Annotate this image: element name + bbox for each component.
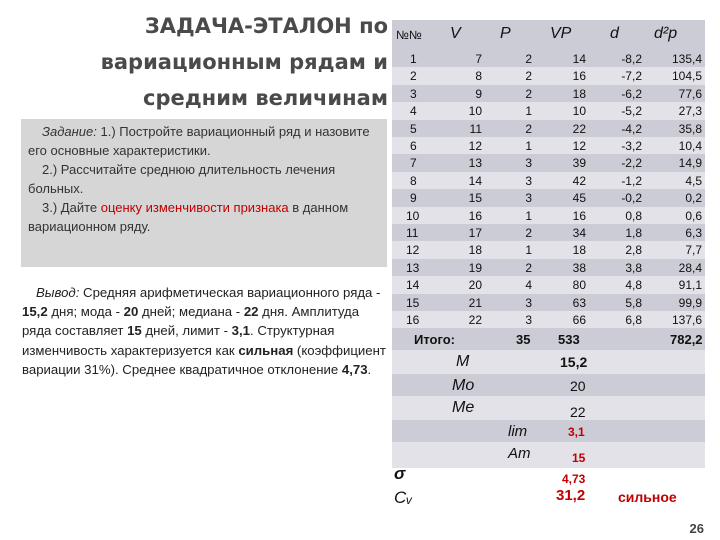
sigma-value: 4,73: [341, 361, 368, 377]
header-v: V: [450, 25, 461, 42]
row-number: 13: [406, 260, 420, 275]
v-value: 12: [468, 139, 482, 153]
vp-value: 16: [572, 69, 586, 84]
mean-row: [392, 350, 705, 374]
d2p-value: 91,1: [678, 278, 702, 293]
vp-value: 38: [572, 260, 586, 275]
row-number: 15: [406, 295, 420, 310]
row-number: 7: [410, 156, 417, 171]
table-row: [392, 276, 705, 294]
v-value: 17: [468, 226, 482, 240]
table-row: [392, 172, 705, 190]
d-value: 3,8: [625, 260, 642, 275]
slide-title: [10, 8, 388, 116]
limit-label: lim: [508, 423, 528, 440]
sigma-label: σ: [394, 464, 406, 483]
conclusion-part: . Структурная изменчивость характеризуется как: [22, 323, 335, 358]
v-value: 10: [468, 104, 482, 119]
table-row: [392, 259, 705, 277]
vp-value: 39: [572, 156, 586, 171]
table-row: [392, 50, 705, 68]
vp-value: 10: [572, 104, 586, 119]
mean-value: 15,2: [22, 304, 48, 320]
median-row: [392, 396, 705, 420]
d2p-value: 135,4: [671, 52, 702, 66]
title-line: ЗАДАЧА-ЭТАЛОН по: [144, 14, 388, 38]
vp-value: 34: [572, 226, 586, 240]
amplitude-value-cell: 15: [572, 451, 586, 465]
v-value: 15: [468, 191, 482, 206]
conclusion-part: дней, лимит -: [141, 323, 232, 339]
task-item-3b: в данном вариационном ряду.: [28, 200, 349, 234]
p-value: 1: [525, 139, 532, 153]
v-value: 21: [468, 295, 482, 310]
mode-value-cell: 20: [570, 378, 586, 394]
d-value: -8,2: [621, 52, 642, 66]
vp-value: 14: [572, 52, 586, 66]
table-row: [392, 311, 705, 329]
header-number: №№: [396, 28, 422, 42]
d2p-value: 6,3: [685, 226, 702, 240]
v-value: 20: [468, 278, 482, 293]
title-line: вариационным рядам и: [100, 50, 388, 74]
mean-value-cell: 15,2: [560, 354, 588, 370]
row-number: 11: [406, 226, 419, 240]
vp-value: 18: [572, 243, 586, 258]
v-value: 19: [468, 260, 482, 275]
median-value: 22: [243, 304, 259, 320]
p-value: 2: [525, 260, 532, 275]
d-value: -0,2: [621, 191, 642, 206]
d2p-value: 4,5: [685, 173, 702, 188]
vp-value: 66: [572, 313, 586, 327]
mode-row: [392, 374, 705, 396]
d-value: -1,2: [621, 173, 642, 188]
vp-value: 12: [572, 139, 586, 153]
v-value: 22: [468, 313, 482, 327]
p-value: 2: [525, 52, 532, 66]
d2p-value: 137,6: [671, 313, 702, 327]
task-item-2: 2.) Рассчитайте среднюю длительность лечения больных.: [28, 162, 336, 196]
v-value: 18: [468, 243, 482, 258]
conclusion-part: дня. Амплитуда ряда составляет: [22, 304, 360, 339]
d-value: -3,2: [621, 139, 642, 153]
task-item-3-highlight: оценку изменчивости признака: [100, 200, 289, 215]
d-value: 5,8: [625, 295, 642, 310]
mode-label: Mo: [452, 377, 475, 394]
table-row: [392, 67, 705, 85]
d2p-value: 0,2: [685, 191, 702, 206]
vp-value: 18: [572, 86, 586, 101]
header-vp: VP: [550, 25, 572, 42]
total-d2p: 782,2: [670, 332, 703, 347]
table-row: [392, 241, 705, 259]
row-number: 1: [410, 52, 417, 66]
row-number: 2: [410, 69, 417, 84]
v-value: 9: [475, 86, 482, 101]
p-value: 2: [525, 69, 532, 84]
v-value: 13: [468, 156, 482, 171]
d2p-value: 99,9: [678, 295, 702, 310]
p-value: 1: [525, 243, 532, 258]
table-header: [392, 20, 705, 50]
d2p-value: 28,4: [678, 260, 702, 275]
d-value: -4,2: [621, 121, 642, 136]
table-row: [392, 294, 705, 312]
table-row: [392, 120, 705, 138]
amplitude-label: Am: [508, 445, 531, 462]
task-item-1: 1.) Постройте вариационный ряд и назовите его основные характеристики.: [28, 124, 370, 158]
p-value: 2: [525, 226, 532, 240]
p-value: 4: [525, 278, 532, 293]
conclusion-text: [22, 283, 388, 379]
d2p-value: 77,6: [678, 86, 702, 101]
row-number: 4: [410, 104, 417, 119]
vp-value: 16: [572, 208, 586, 223]
v-value: 11: [469, 121, 482, 136]
vp-value: 42: [572, 173, 586, 188]
cv-value-cell: 31,2: [556, 487, 586, 504]
task-text: [28, 122, 380, 236]
d2p-value: 14,9: [678, 156, 702, 171]
sigma-value-cell: 4,73: [562, 472, 586, 486]
p-value: 3: [525, 156, 532, 171]
p-value: 2: [525, 121, 532, 136]
d2p-value: 104,5: [671, 69, 702, 84]
limit-value: 3,1: [231, 323, 251, 339]
vp-value: 45: [572, 191, 586, 206]
limit-row: [392, 420, 705, 442]
mode-value: 20: [123, 304, 139, 320]
variability-word: сильная: [238, 342, 294, 358]
header-d: d: [610, 25, 619, 42]
total-label: Итого:: [414, 332, 455, 347]
d-value: -6,2: [621, 86, 642, 101]
header-p: P: [500, 25, 511, 42]
v-value: 16: [468, 208, 482, 223]
vp-value: 80: [572, 278, 586, 293]
row-number: 6: [410, 139, 417, 153]
vp-value: 63: [572, 295, 586, 310]
v-value: 8: [475, 69, 482, 84]
row-number: 12: [406, 243, 420, 258]
task-item-3a: 3.) Дайте: [42, 200, 101, 215]
amplitude-value: 15: [127, 323, 142, 339]
conclusion-part: (коэффициент вариации 31%). Среднее квадратичное отклонение: [22, 342, 386, 377]
table-row: [392, 207, 705, 225]
total-vp: 533: [558, 332, 580, 347]
row-number: 9: [410, 191, 417, 206]
conclusion-part: дня; мода -: [47, 304, 124, 320]
vp-value: 22: [572, 121, 586, 136]
median-value-cell: 22: [570, 404, 586, 420]
conclusion-part: дней; медиана -: [138, 304, 244, 320]
v-value: 14: [468, 173, 482, 188]
table-row: [392, 85, 705, 103]
conclusion-part: .: [367, 361, 372, 377]
d-value: -5,2: [621, 104, 642, 119]
d-value: 1,8: [625, 226, 642, 240]
d2p-value: 0,6: [685, 208, 702, 223]
limit-value-cell: 3,1: [568, 425, 585, 439]
d2p-value: 10,4: [678, 139, 702, 153]
p-value: 2: [525, 86, 532, 101]
median-label: Me: [452, 399, 475, 416]
row-number: 10: [406, 208, 420, 223]
d2p-value: 35,8: [678, 121, 702, 136]
d-value: 6,8: [625, 313, 642, 327]
header-d2p: d²p: [654, 25, 678, 42]
p-value: 3: [525, 295, 532, 310]
table-row: [392, 102, 705, 120]
cv-label: Cᵥ: [394, 488, 413, 507]
d2p-value: 27,3: [678, 104, 702, 119]
d2p-value: 7,7: [685, 243, 702, 258]
d-value: 0,8: [625, 208, 642, 223]
row-number: 5: [410, 121, 417, 136]
table-row: [392, 154, 705, 172]
row-number: 16: [406, 313, 420, 327]
conclusion-part: Средняя арифметическая вариационного ряда -: [79, 285, 381, 300]
row-number: 3: [410, 86, 417, 101]
mean-label: M: [456, 353, 470, 370]
d-value: 2,8: [625, 243, 642, 258]
page-number: 26: [689, 521, 704, 536]
total-row: [392, 328, 705, 350]
p-value: 3: [525, 191, 532, 206]
row-number: 14: [406, 278, 420, 293]
task-label: Задание:: [42, 124, 97, 139]
variation-table: [392, 20, 705, 510]
d-value: -2,2: [621, 156, 642, 171]
p-value: 3: [525, 173, 532, 188]
p-value: 1: [525, 104, 532, 119]
table-row: [392, 137, 705, 155]
row-number: 8: [410, 173, 417, 188]
p-value: 1: [525, 208, 532, 223]
total-p: 35: [516, 332, 531, 347]
amplitude-row: [392, 442, 705, 468]
cv-assessment: сильное: [618, 489, 677, 505]
d-value: 4,8: [625, 278, 642, 293]
title-line: средним величинам: [143, 86, 388, 110]
p-value: 3: [525, 313, 532, 327]
d-value: -7,2: [621, 69, 642, 84]
table-row: [392, 189, 705, 207]
table-row: [392, 224, 705, 242]
v-value: 7: [475, 52, 482, 66]
conclusion-label: Вывод:: [36, 285, 80, 300]
